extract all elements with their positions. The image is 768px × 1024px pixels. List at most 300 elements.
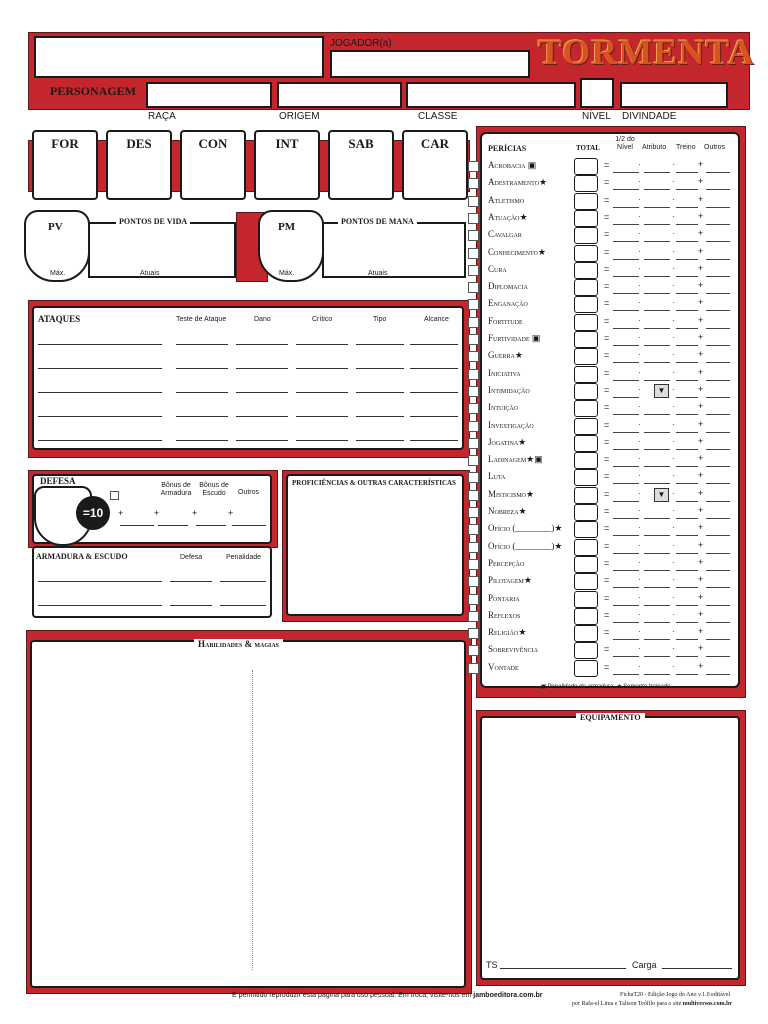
skill-half-level-field[interactable] [613,397,639,398]
attack-row-2-col-2[interactable] [176,368,228,369]
skill-total-field[interactable] [574,435,598,452]
skill-half-level-field[interactable] [613,622,639,623]
attack-row-1-col-6[interactable] [410,344,458,345]
pv-current-label: Atuais [140,270,160,277]
skill-other-field[interactable] [706,570,730,571]
skill-other-field[interactable] [706,622,730,623]
attack-row-5-col-1[interactable] [38,440,162,441]
skill-training-field[interactable] [676,501,698,502]
skill-training-field[interactable] [676,241,698,242]
skill-total-field[interactable] [574,348,598,365]
skill-training-field[interactable] [676,535,698,536]
skill-total-field[interactable] [574,314,598,331]
skill-training-field[interactable] [676,207,698,208]
attack-row-3-col-1[interactable] [38,392,162,393]
skill-training-field[interactable] [676,276,698,277]
skill-total-field[interactable] [574,556,598,573]
attribute-des[interactable]: DES [106,130,172,200]
skill-equals: = [604,419,610,430]
skill-trained-checkbox[interactable] [468,369,479,380]
skill-name: Intimidação [488,384,530,395]
skill-sep: · [672,281,675,291]
skill-attribute-field[interactable] [644,189,670,190]
skill-row [468,435,733,452]
skill-half-level-field[interactable] [613,414,639,415]
skill-half-level-field[interactable] [613,328,639,329]
skill-training-field[interactable] [676,380,698,381]
skill-training-field[interactable] [676,656,698,657]
attack-row-2-col-6[interactable] [410,368,458,369]
skill-total-field[interactable] [574,175,598,192]
attack-row-2-col-4[interactable] [296,368,348,369]
attack-row-5-col-5[interactable] [356,440,404,441]
skills-title: PERÍCIAS [488,144,527,153]
skill-other-field[interactable] [706,587,730,588]
attack-row-4-col-1[interactable] [38,416,162,417]
skill-attribute-field[interactable] [644,276,670,277]
skill-total-field[interactable] [574,504,598,521]
skill-other-field[interactable] [706,345,730,346]
attack-row-1-col-3[interactable] [236,344,288,345]
skill-other-field[interactable] [706,328,730,329]
level-label: NÍVEL [582,111,611,122]
skill-other-field[interactable] [706,639,730,640]
skill-total-field[interactable] [574,452,598,469]
skill-trained-checkbox[interactable] [468,178,479,189]
skill-other-field[interactable] [706,674,730,675]
skill-row [468,556,733,573]
skill-trained-checkbox[interactable] [468,663,479,674]
skill-half-level-field[interactable] [613,189,639,190]
attack-row-3-col-6[interactable] [410,392,458,393]
skill-half-level-field[interactable] [613,587,639,588]
skill-attribute-field[interactable] [644,328,670,329]
equipment-ts-field[interactable] [500,968,626,969]
skill-half-level-field[interactable] [613,380,639,381]
skill-training-field[interactable] [676,189,698,190]
skill-other-field[interactable] [706,224,730,225]
skill-training-field[interactable] [676,293,698,294]
skill-sep: · [638,609,641,619]
skill-half-level-field[interactable] [613,207,639,208]
footer-site-multiversos[interactable]: multiversos.com.br [682,1001,733,1007]
attack-row-2-col-3[interactable] [236,368,288,369]
skill-name: Misticismo★ [488,488,535,499]
skill-training-field[interactable] [676,674,698,675]
equipment-carga-field[interactable] [662,968,732,969]
skill-training-field[interactable] [676,345,698,346]
skill-trained-checkbox[interactable] [468,265,479,276]
skill-total-field[interactable] [574,591,598,608]
defense-field-2[interactable] [158,525,188,526]
skill-attribute-field[interactable] [644,241,670,242]
skill-sep: · [672,384,675,394]
attack-row-5-col-6[interactable] [410,440,458,441]
skill-attribute-field[interactable] [644,224,670,225]
attack-row-5-col-4[interactable] [296,440,348,441]
skill-name: Enganação [488,298,528,309]
skill-trained-checkbox[interactable] [468,230,479,241]
skill-other-field[interactable] [706,518,730,519]
skill-name: Cura [488,263,507,274]
attack-row-4-col-6[interactable] [410,416,458,417]
skill-other-field[interactable] [706,189,730,190]
skill-trained-checkbox[interactable] [468,628,479,639]
skill-trained-checkbox[interactable] [468,438,479,449]
skill-attribute-field[interactable] [644,310,670,311]
armor-col-penalty: Penalidade [226,554,262,561]
skill-trained-checkbox[interactable] [468,472,479,483]
skill-attribute-field[interactable] [644,587,670,588]
skill-name: Religião★ [488,627,527,638]
skill-half-level-field[interactable] [613,605,639,606]
skill-half-level-field[interactable] [613,345,639,346]
skill-sep: · [672,471,675,481]
attack-row-4-col-4[interactable] [296,416,348,417]
skill-other-field[interactable] [706,483,730,484]
skill-other-field[interactable] [706,605,730,606]
skill-trained-checkbox[interactable] [468,196,479,207]
defense-field-4[interactable] [232,525,266,526]
skill-trained-checkbox[interactable] [468,248,479,259]
skill-training-field[interactable] [676,259,698,260]
skill-plus: + [698,176,704,187]
skill-attribute-field[interactable] [644,259,670,260]
character-name-field[interactable] [34,36,324,78]
skill-attribute-field[interactable] [644,518,670,519]
skill-sep: · [638,627,641,637]
skill-total-field[interactable] [574,487,598,504]
attribute-for[interactable]: FOR [32,130,98,200]
attribute-con[interactable]: CON [180,130,246,200]
skill-name: Guerra★ [488,350,523,361]
skill-training-field[interactable] [676,483,698,484]
skill-half-level-field[interactable] [613,241,639,242]
skill-attribute-field[interactable] [644,345,670,346]
skill-other-field[interactable] [706,466,730,467]
skill-attribute-field[interactable] [644,656,670,657]
pm-current-field[interactable] [322,222,466,278]
skill-other-field[interactable] [706,207,730,208]
skill-half-level-field[interactable] [613,310,639,311]
skill-trained-checkbox[interactable] [468,645,479,656]
skill-attribute-field[interactable] [644,483,670,484]
skill-training-field[interactable] [676,605,698,606]
skill-trained-checkbox[interactable] [468,334,479,345]
skill-other-field[interactable] [706,432,730,433]
race-label: RAÇA [148,111,176,122]
skill-training-field[interactable] [676,362,698,363]
skill-total-field[interactable] [574,331,598,348]
class-label: CLASSE [418,111,458,122]
attack-row-1-col-5[interactable] [356,344,404,345]
skill-attribute-field[interactable] [644,570,670,571]
skill-trained-checkbox[interactable] [468,386,479,397]
attack-row-4-col-3[interactable] [236,416,288,417]
attack-row-1-col-2[interactable] [176,344,228,345]
skill-sep: · [638,592,641,602]
skills-col-other: Outros [704,144,726,151]
skill-total-field[interactable] [574,660,598,677]
skill-other-field[interactable] [706,501,730,502]
skill-row [468,262,733,279]
skill-attribute-field[interactable] [644,553,670,554]
skill-attribute-dropdown[interactable]: ▼ [654,384,669,398]
skill-half-level-field[interactable] [613,639,639,640]
defense-checkbox[interactable] [110,491,119,500]
attack-row-3-col-4[interactable] [296,392,348,393]
armor-line-1-def[interactable] [170,581,212,582]
skill-training-field[interactable] [676,622,698,623]
skill-total-field[interactable] [574,383,598,400]
skill-trained-checkbox[interactable] [468,611,479,622]
skill-training-field[interactable] [676,328,698,329]
skill-sep: · [672,592,675,602]
skill-other-field[interactable] [706,449,730,450]
attribute-car[interactable]: CAR [402,130,468,200]
skill-training-field[interactable] [676,553,698,554]
skill-trained-checkbox[interactable] [468,282,479,293]
skill-other-field[interactable] [706,241,730,242]
skill-half-level-field[interactable] [613,259,639,260]
skill-attribute-field[interactable] [644,466,670,467]
armor-line-2-name[interactable] [38,605,162,606]
origin-field[interactable] [277,82,402,108]
skill-other-field[interactable] [706,553,730,554]
skill-sep: · [638,263,641,273]
skill-attribute-field[interactable] [644,535,670,536]
skill-trained-checkbox[interactable] [468,594,479,605]
skill-half-level-field[interactable] [613,276,639,277]
skill-attribute-field[interactable] [644,380,670,381]
armor-line-1-pen[interactable] [220,581,266,582]
attack-row-2-col-1[interactable] [38,368,162,369]
defense-col-shield: Bônus de Escudo [199,482,229,497]
skill-total-field[interactable] [574,296,598,313]
skill-attribute-field[interactable] [644,293,670,294]
attack-row-1-col-1[interactable] [38,344,162,345]
defense-plus-3: + [192,508,198,518]
skill-half-level-field[interactable] [613,674,639,675]
skill-trained-checkbox[interactable] [468,213,479,224]
skill-trained-checkbox[interactable] [468,576,479,587]
skill-row [468,521,733,538]
skill-total-field[interactable] [574,573,598,590]
armor-line-2-def[interactable] [170,605,212,606]
skill-equals: = [604,506,610,516]
personagem-label: PERSONAGEM [50,84,137,98]
skill-trained-checkbox[interactable] [468,317,479,328]
skill-half-level-field[interactable] [613,432,639,433]
skill-other-field[interactable] [706,172,730,173]
skill-half-level-field[interactable] [613,656,639,657]
skill-total-field[interactable] [574,539,598,556]
skill-plus: + [698,297,704,308]
proficiencies-field[interactable] [286,474,464,616]
skill-equals: = [604,384,610,395]
skill-total-field[interactable] [574,400,598,417]
defense-field-1[interactable] [120,525,154,526]
skill-attribute-field[interactable] [644,674,670,675]
skill-attribute-field[interactable] [644,207,670,208]
skill-training-field[interactable] [676,432,698,433]
skill-attribute-field[interactable] [644,639,670,640]
skill-equals: = [604,644,610,655]
skill-plus: + [698,228,704,239]
skill-trained-checkbox[interactable] [468,524,479,535]
equipment-field[interactable] [480,716,740,980]
skill-total-field[interactable] [574,418,598,435]
skill-sep: · [638,384,641,394]
skill-attribute-field[interactable] [644,172,670,173]
skill-equals: = [604,367,610,378]
skill-training-field[interactable] [676,466,698,467]
skill-attribute-field[interactable] [644,605,670,606]
skill-half-level-field[interactable] [613,293,639,294]
skill-trained-checkbox[interactable] [468,403,479,414]
skill-half-level-field[interactable] [613,570,639,571]
attack-row-1-col-4[interactable] [296,344,348,345]
attack-row-3-col-5[interactable] [356,392,404,393]
skill-name: Luta [488,471,506,482]
attack-row-3-col-3[interactable] [236,392,288,393]
attack-row-3-col-2[interactable] [176,392,228,393]
skill-name: Diplomacia [488,281,528,292]
attack-row-2-col-5[interactable] [356,368,404,369]
skill-attribute-field[interactable] [644,622,670,623]
skill-row [468,158,733,175]
armor-line-1-name[interactable] [38,581,162,582]
skill-attribute-field[interactable] [644,432,670,433]
skill-trained-checkbox[interactable] [468,455,479,466]
skill-training-field[interactable] [676,518,698,519]
skill-sep: · [638,298,641,308]
skill-plus: + [698,349,704,360]
skill-sep: · [638,350,641,360]
skill-training-field[interactable] [676,224,698,225]
skill-training-field[interactable] [676,397,698,398]
player-field[interactable] [330,50,530,78]
pv-current-field[interactable] [88,222,236,278]
skill-sep: · [638,281,641,291]
skill-half-level-field[interactable] [613,362,639,363]
skill-other-field[interactable] [706,414,730,415]
skill-other-field[interactable] [706,656,730,657]
skill-total-field[interactable] [574,469,598,486]
skill-total-field[interactable] [574,262,598,279]
attribute-int[interactable]: INT [254,130,320,200]
skill-trained-checkbox[interactable] [468,490,479,501]
skill-other-field[interactable] [706,293,730,294]
skill-training-field[interactable] [676,310,698,311]
skill-training-field[interactable] [676,449,698,450]
attack-row-4-col-5[interactable] [356,416,404,417]
skill-half-level-field[interactable] [613,172,639,173]
skill-trained-checkbox[interactable] [468,161,479,172]
skill-trained-checkbox[interactable] [468,559,479,570]
skill-plus: + [698,522,704,533]
skill-equals: = [604,211,610,222]
defense-col-other: Outros [238,489,260,496]
skill-training-field[interactable] [676,414,698,415]
skill-total-field[interactable] [574,210,598,227]
skill-attribute-field[interactable] [644,449,670,450]
skill-equals: = [604,160,610,170]
skill-total-field[interactable] [574,625,598,642]
attribute-sab[interactable]: SAB [328,130,394,200]
skill-sep: · [638,315,641,325]
skill-total-field[interactable] [574,279,598,296]
tormenta-logo-text: TORMENTA [538,32,755,72]
skill-half-level-field[interactable] [613,535,639,536]
skill-other-field[interactable] [706,380,730,381]
defense-col-armor: Bônus de Armadura [160,482,192,497]
skill-half-level-field[interactable] [613,224,639,225]
skill-training-field[interactable] [676,587,698,588]
skill-trained-checkbox[interactable] [468,351,479,362]
skill-training-field[interactable] [676,639,698,640]
skill-attribute-field[interactable] [644,362,670,363]
abilities-field[interactable] [30,640,466,988]
skill-other-field[interactable] [706,362,730,363]
skill-total-field[interactable] [574,227,598,244]
level-field[interactable] [580,78,614,108]
skill-total-field[interactable] [574,608,598,625]
skill-other-field[interactable] [706,397,730,398]
skill-half-level-field[interactable] [613,483,639,484]
attack-row-4-col-2[interactable] [176,416,228,417]
skill-half-level-field[interactable] [613,501,639,502]
skill-attribute-dropdown[interactable]: ▼ [654,488,669,502]
footer-site-jambo[interactable]: jamboeditora.com.br [473,992,543,999]
race-field[interactable] [146,82,272,108]
skill-training-field[interactable] [676,172,698,173]
skill-trained-checkbox[interactable] [468,421,479,432]
skill-half-level-field[interactable] [613,466,639,467]
skill-attribute-field[interactable] [644,414,670,415]
skill-total-field[interactable] [574,642,598,659]
skill-other-field[interactable] [706,535,730,536]
skill-total-field[interactable] [574,521,598,538]
skill-trained-checkbox[interactable] [468,299,479,310]
class-field[interactable] [406,82,576,108]
skill-total-field[interactable] [574,193,598,210]
skill-other-field[interactable] [706,276,730,277]
skill-equals: = [604,229,610,240]
skill-total-field[interactable] [574,366,598,383]
skill-total-field[interactable] [574,245,598,262]
skill-plus: + [698,487,704,498]
divinity-field[interactable] [620,82,728,108]
skill-half-level-field[interactable] [613,553,639,554]
skill-other-field[interactable] [706,259,730,260]
skill-name: Atletismo [488,194,525,205]
skill-total-field[interactable] [574,158,598,175]
skill-row [468,625,733,642]
skill-half-level-field[interactable] [613,449,639,450]
skill-trained-checkbox[interactable] [468,542,479,553]
attack-row-5-col-2[interactable] [176,440,228,441]
skill-row [468,245,733,262]
skill-training-field[interactable] [676,570,698,571]
skill-other-field[interactable] [706,310,730,311]
defense-field-3[interactable] [196,525,226,526]
skill-sep: · [672,436,675,446]
skill-half-level-field[interactable] [613,518,639,519]
attack-row-5-col-3[interactable] [236,440,288,441]
armor-line-2-pen[interactable] [220,605,266,606]
skill-trained-checkbox[interactable] [468,507,479,518]
